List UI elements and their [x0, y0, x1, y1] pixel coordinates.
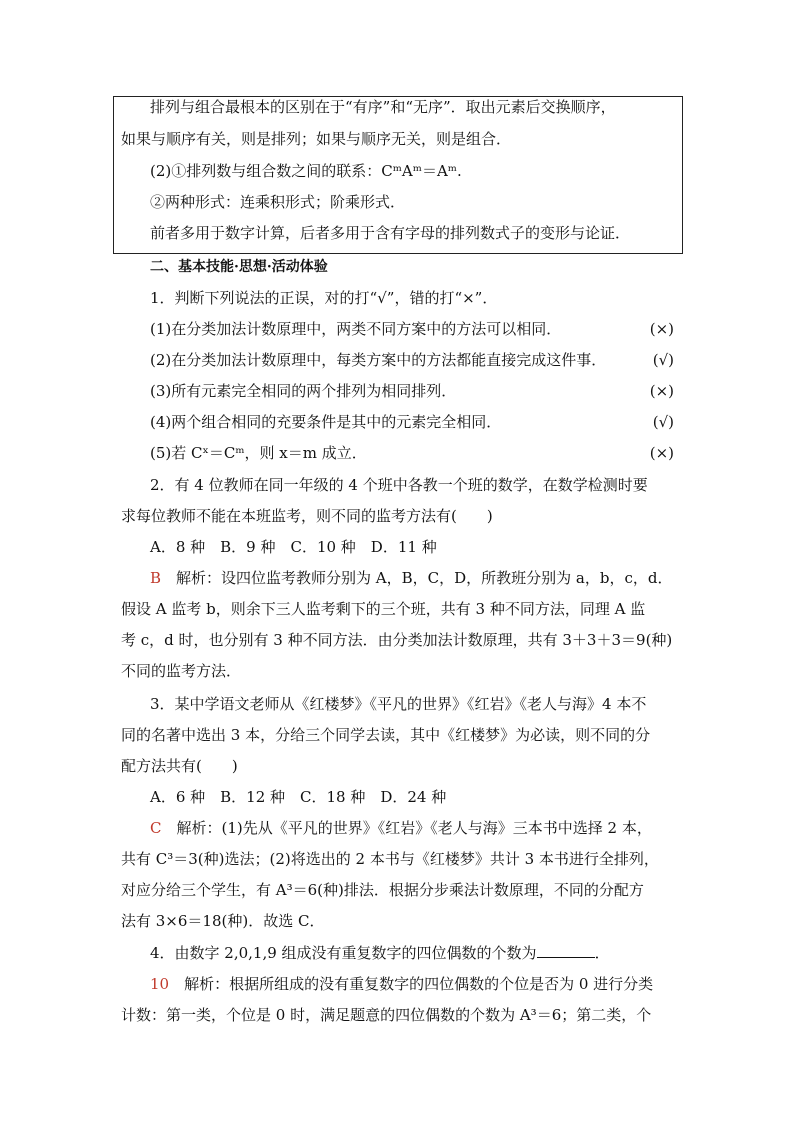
section-heading: 二、基本技能·思想·活动体验 [150, 259, 328, 275]
q1-mark-3: (×) [649, 382, 674, 400]
q1-item-5: (5)若 Cˣ＝Cᵐ，则 x＝m 成立． [150, 444, 367, 462]
q3-line-1: 3．某中学语文老师从《红楼梦》《平凡的世界》《红岩》《老人与海》4 本不 [150, 695, 647, 713]
q1-mark-5: (×) [649, 444, 674, 462]
q3-analysis-3: 对应分给三个学生，有 A³＝6(种)排法．根据分步乘法计数原理，不同的分配方 [121, 881, 644, 899]
q3-analysis-4: 法有 3×6＝18(种)．故选 C． [121, 912, 325, 930]
box-line-4: ②两种形式：连乘积形式；阶乘形式． [150, 193, 406, 211]
box-line-2: 如果与顺序有关，则是排列；如果与顺序无关，则是组合． [121, 130, 512, 148]
q4-stem-end: ． [594, 944, 610, 962]
q3-line-3: 配方法共有( ) [121, 757, 238, 775]
q4-stem [150, 942, 610, 964]
box-line-3: (2)①排列数与组合数之间的联系：CᵐAᵐ＝Aᵐ. [150, 162, 462, 180]
q1-mark-4: (√) [652, 413, 674, 431]
q4-analysis-2: 计数：第一类，个位是 0 时，满足题意的四位偶数的个数为 A³＝6；第二类，个 [121, 1006, 652, 1024]
q3-options: A．6 种 B．12 种 C．18 种 D．24 种 [150, 788, 447, 806]
q4-stem-text: 4．由数字 2,0,1,9 组成没有重复数字的四位偶数的个数为 [150, 944, 537, 962]
answer-blank [537, 943, 595, 958]
q4-answer: 10 [150, 975, 170, 993]
q4-analysis-1-text: 解析：根据所组成的没有重复数字的四位偶数的个位是否为 0 进行分类 [169, 975, 654, 993]
q1-mark-2: (√) [652, 351, 674, 369]
q1-mark-1: (×) [649, 320, 674, 338]
q2-analysis-1-text: 解析：设四位监考教师分别为 A，B，C，D，所教班分别为 a，b，c，d． [161, 569, 673, 587]
q2-line-1: 2．有 4 位教师在同一年级的 4 个班中各教一个班的数学，在数学检测时要 [150, 476, 648, 494]
q1-item-2: (2)在分类加法计数原理中，每类方案中的方法都能直接完成这件事． [150, 351, 607, 369]
q3-line-2: 同的名著中选出 3 本，分给三个同学去读，其中《红楼梦》为必读，则不同的分 [121, 726, 651, 744]
q2-line-2: 求每位教师不能在本班监考，则不同的监考方法有( ) [121, 507, 493, 525]
box-line-1: 排列与组合最根本的区别在于“有序”和“无序”．取出元素后交换顺序， [150, 98, 616, 116]
q2-options: A．8 种 B．9 种 C．10 种 D．11 种 [150, 538, 437, 556]
q3-answer: C [150, 819, 162, 837]
q2-analysis-4: 不同的监考方法． [121, 662, 242, 680]
q2-analysis-3: 考 c，d 时，也分别有 3 种不同方法．由分类加法计数原理，共有 3＋3＋3＝9(种) [121, 631, 673, 649]
q4-analysis-1 [150, 973, 653, 995]
q2-analysis-1 [150, 567, 672, 589]
q1-item-4: (4)两个组合相同的充要条件是其中的元素完全相同． [150, 413, 502, 431]
box-line-5: 前者多用于数字计算，后者多用于含有字母的排列数式子的变形与论证． [150, 224, 631, 242]
q2-answer: B [150, 569, 162, 587]
q1-stem: 1．判断下列说法的正误，对的打“√”，错的打“×”． [150, 289, 498, 307]
q3-analysis-1 [150, 817, 652, 839]
q3-analysis-2: 共有 C³＝3(种)选法；(2)将选出的 2 本书与《红楼梦》共计 3 本书进行全排列， [121, 850, 659, 868]
q2-analysis-2: 假设 A 监考 b，则余下三人监考剩下的三个班，共有 3 种不同方法，同理 A 监 [121, 600, 646, 618]
q1-item-1: (1)在分类加法计数原理中，两类不同方案中的方法可以相同． [150, 320, 562, 338]
q3-analysis-1-text: 解析：(1)先从《平凡的世界》《红岩》《老人与海》三本书中选择 2 本， [161, 819, 652, 837]
q1-item-3: (3)所有元素完全相同的两个排列为相同排列． [150, 382, 457, 400]
